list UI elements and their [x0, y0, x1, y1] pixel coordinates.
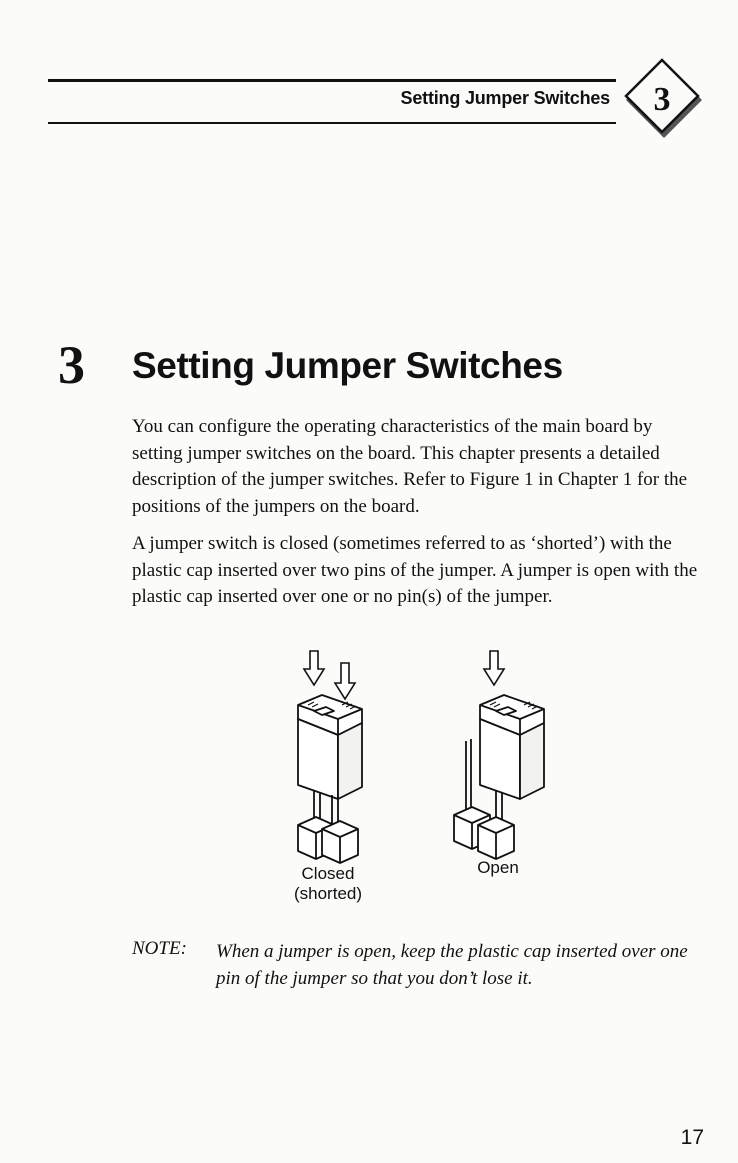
jumper-definition-paragraph: A jumper switch is closed (sometimes referred to as ‘shorted’) with the plastic cap inserted over two pins of the jumper. A jumper is open with the plastic cap inserted over one or no pin(s) of the jumper.: [132, 533, 698, 607]
closed-arrow-left-icon: [304, 651, 324, 685]
chapter-title: Setting Jumper Switches: [132, 345, 563, 386]
open-jumper-drawing: [454, 695, 544, 859]
note-label: NOTE:: [132, 938, 187, 959]
chapter-number: 3: [58, 335, 85, 395]
closed-jumper-drawing: [298, 695, 362, 863]
page-number: 17: [680, 1126, 704, 1149]
header-rule-bottom: [48, 122, 616, 124]
closed-caption: [278, 864, 378, 904]
running-header-title: Setting Jumper Switches: [400, 88, 610, 108]
chapter-badge-number: 3: [653, 81, 671, 118]
header-rule-top: [48, 79, 616, 82]
intro-paragraph: You can configure the operating characteristics of the main board by setting jumper switches on the board. This chapter presents a detailed description of the jumper switches. Refer to Figure 1 in Chapter 1 for the positions of the jumpers on the board.: [132, 416, 688, 517]
closed-caption-label: Closed: [301, 864, 355, 883]
chapter-diamond-badge: [621, 57, 707, 143]
open-arrow-icon: [484, 651, 504, 685]
note-text: When a jumper is open, keep the plastic cap inserted over one pin of the jumper so that you don’t lose it.: [216, 941, 688, 989]
closed-arrow-right-icon: [335, 663, 355, 699]
open-caption: Open: [477, 858, 519, 877]
closed-caption-sublabel: (shorted): [293, 884, 363, 903]
